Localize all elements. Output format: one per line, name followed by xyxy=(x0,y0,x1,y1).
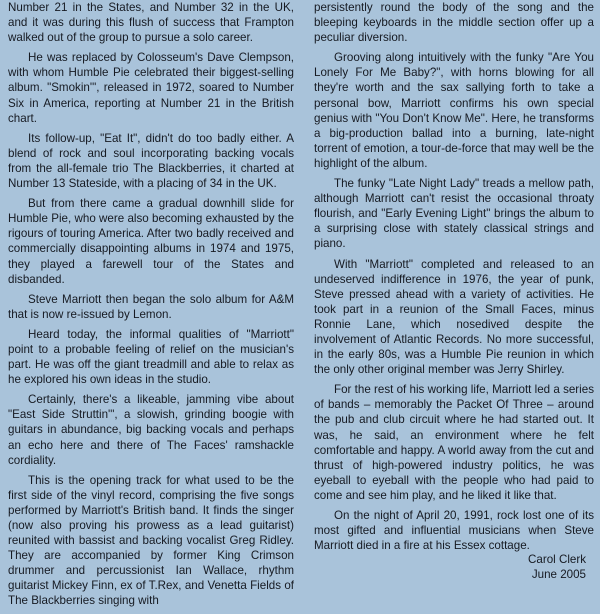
paragraph: The funky "Late Night Lady" treads a mellow path, although Marriott can't resist the occasional throaty flourish, and "Early Evening Light" brings the album to a surprising close with stately classical strings and piano. xyxy=(314,177,594,251)
paragraph: For the rest of his working life, Marriott led a series of bands – memorably the Packet Of Three – around the pub and club circuit where he had started out. It was, he said, an environment where he felt comfortable and happy. A world away from the cut and thrust of high-powered industry politics, he was eyeball to eyeball with the people who had paid to come and see him play, and he liked it like that. xyxy=(314,383,594,502)
paragraph: Its follow-up, "Eat It", didn't do too badly either. A blend of rock and soul incorporating backing vocals from the all-female trio The Blackberries, it charted at Number 13 Stateside, with a placing of 34 in the UK. xyxy=(8,131,294,191)
paragraph: Grooving along intuitively with the funky "Are You Lonely For Me Baby?", with horns blowing for all they're worth and the sax sallying forth to take a personal bow, Marriott confirms his own special genius with "You Don't Know Me". Here, he transforms a big-production ballad into a burning, late-night torrent of emotion, a tour-de-force that may well be the highlight of the album. xyxy=(314,51,594,170)
paragraph: Steve Marriott then began the solo album for A&M that is now re-issued by Lemon. xyxy=(8,292,294,321)
author-name: Carol Clerk xyxy=(528,553,586,566)
paragraph: Heard today, the informal qualities of "Marriott" point to a probable feeling of relief on the musician's part. He was off the giant treadmill and able to relax as he explored his own ideas in the studio. xyxy=(8,327,294,387)
paragraph: On the night of April 20, 1991, rock lost one of its most gifted and influential musicians when Steve Marriott died in a fire at his Essex cottage. xyxy=(314,509,594,553)
paragraph: But from there came a gradual downhill slide for Humble Pie, who were also becoming exhausted by the rigours of touring America. After two badly received and commercially disappointing albums in 1974 and 1975, they played a farewell tour of the States and disbanded. xyxy=(8,197,294,286)
right-column xyxy=(314,0,594,558)
paragraph: Number 21 in the States, and Number 32 in the UK, and it was during this flush of success that Frampton walked out of the group to pursue a solo career. xyxy=(8,1,294,45)
paragraph: He was replaced by Colosseum's Dave Clempson, with whom Humble Pie celebrated their biggest-selling album. "Smokin'", released in 1972, soared to Number Six in America, reporting at Number 21 in the British chart. xyxy=(8,51,294,125)
paragraph: With "Marriott" completed and released to an undeserved indifference in 1976, the year of punk, Steve pressed ahead with a variety of activities. He took part in a reunion of the Small Faces, minus Ronnie Lane, which nosedived despite the involvement of Atlantic Records. No more successful, in the early 80s, was a Humble Pie reunion in which the only other original member was Jerry Shirley. xyxy=(314,257,594,377)
left-column xyxy=(8,0,294,614)
paragraph: This is the opening track for what used to be the first side of the vinyl record, comprising the five songs performed by Marriott's British band. It finds the singer (now also proving his prowess as a lead guitarist) reunited with bassist and backing vocalist Greg Ridley. They are accompanied by former King Crimson drummer and percussionist Ian Wallace, rhythm guitarist Mickey Finn, ex of T.Rex, and Venetta Fields of The Blackberries singing with xyxy=(8,473,294,608)
paragraph: Certainly, there's a likeable, jamming vibe about "East Side Struttin'", a slowish, grinding boogie with guitars in abundance, big backing vocals and perhaps an echo here and there of The Faces' ramshackle cordiality. xyxy=(8,393,294,467)
article-date: June 2005 xyxy=(531,568,586,582)
paragraph: persistently round the body of the song and the bleeping keyboards in the middle section offer up a peculiar diversion. xyxy=(314,1,594,45)
signature-block xyxy=(528,552,586,582)
